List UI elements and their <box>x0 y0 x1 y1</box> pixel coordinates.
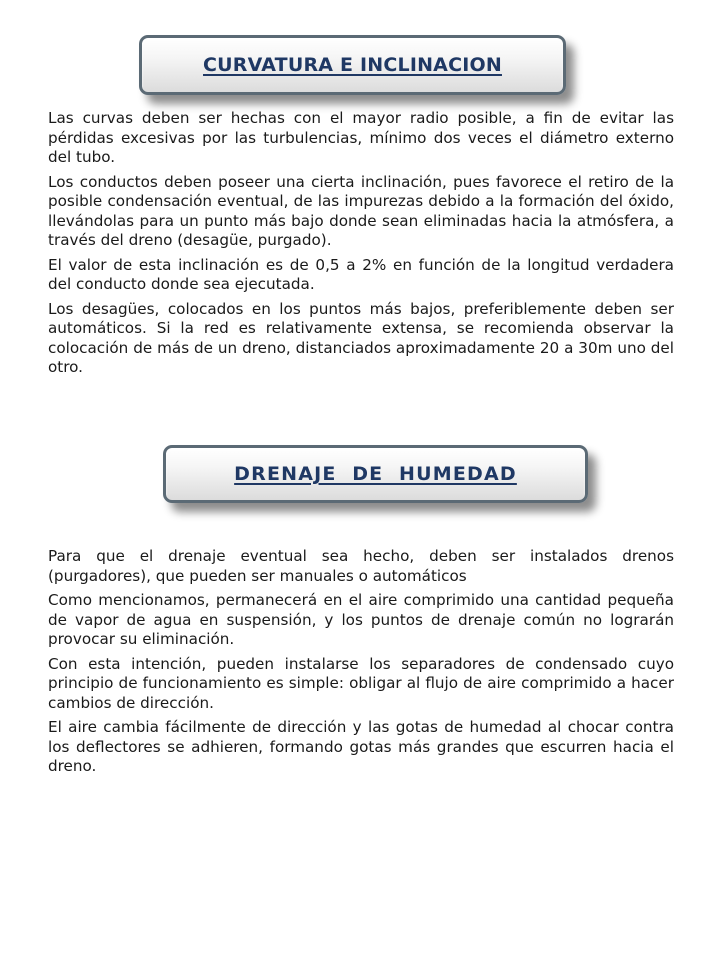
paragraph: Con esta intención, pueden instalarse los separadores de condensado cuyo principio de funcionamiento es simple: obligar al flujo de aire comprimido a hacer cambios de dirección. <box>48 654 674 712</box>
paragraph: Las curvas deben ser hechas con el mayor radio posible, a fin de evitar las pérdidas excesivas por las turbulencias, mínimo dos veces el diámetro externo del tubo. <box>48 109 674 166</box>
section-title: CURVATURA E INCLINACION <box>203 54 502 76</box>
paragraph: El aire cambia fácilmente de dirección y las gotas de humedad al chocar contra los deflectores se adhieren, formando gotas más grandes que escurren hacia el dreno. <box>48 718 674 775</box>
paragraph: El valor de esta inclinación es de 0,5 a 2% en función de la longitud verdadera del conducto donde sea ejecutada. <box>48 255 674 293</box>
section-title-banner-curvatura <box>139 35 566 95</box>
section-title: DRENAJE DE HUMEDAD <box>234 463 517 485</box>
section-title-banner-drenaje <box>163 445 588 503</box>
paragraph: Los conductos deben poseer una cierta inclinación, pues favorece el retiro de la posible condensación eventual, de las impurezas debido a la formación del óxido, llevándolas para un punto más bajo donde sean eliminadas hacia la atmósfera, a través del dreno (desagüe, purgado). <box>48 172 674 249</box>
paragraph: Para que el drenaje eventual sea hecho, deben ser instalados drenos (purgadores), que pueden ser manuales o automáticos <box>48 547 674 585</box>
section-curvatura-body <box>48 109 674 383</box>
paragraph: Como mencionamos, permanecerá en el aire comprimido una cantidad pequeña de vapor de agua en suspensión, y los puntos de drenaje común no lograrán provocar su eliminación. <box>48 591 674 648</box>
paragraph: Los desagües, colocados en los puntos más bajos, preferiblemente deben ser automáticos. Si la red es relativamente extensa, se recomienda observar la colocación de más de un dreno, distanciados aproximadamente 20 a 30m uno del otro. <box>48 299 674 376</box>
section-drenaje-body <box>48 547 674 782</box>
